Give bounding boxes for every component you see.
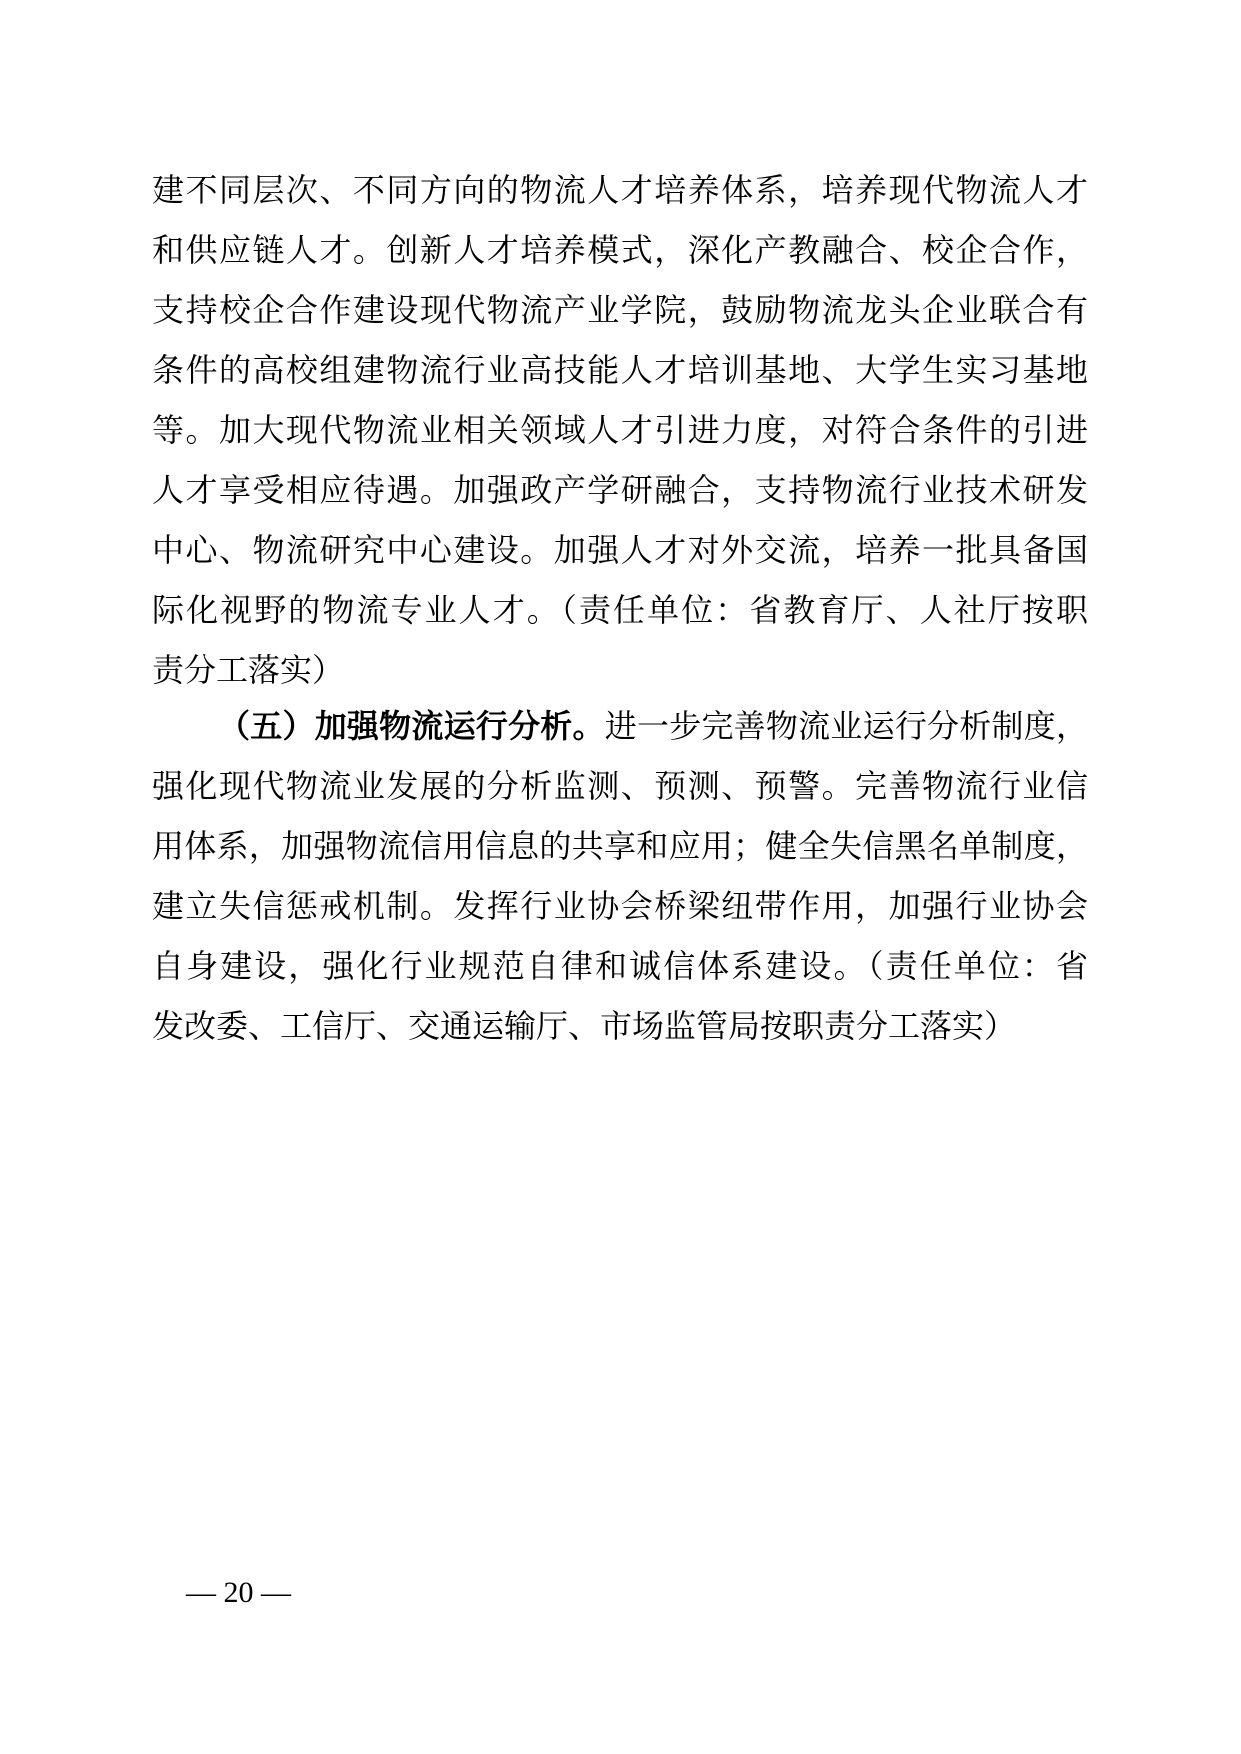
page-number: — 20 —: [186, 1576, 291, 1609]
paragraph-line: 人才享受相应待遇。加强政产学研融合，支持物流行业技术研发: [152, 471, 1088, 509]
heading-continuation: 进一步完善物流业运行分析制度，: [604, 707, 1088, 745]
paragraph-line: 等。加大现代物流业相关领域人才引进力度，对符合条件的引进: [152, 411, 1088, 449]
paragraph-line: 责分工落实）: [152, 651, 345, 689]
paragraph-line: 和供应链人才。创新人才培养模式，深化产教融合、校企合作，: [152, 231, 1088, 269]
paragraph-line: 发改委、工信厅、交通运输厅、市场监管局按职责分工落实）: [152, 1007, 1017, 1045]
paragraph-line: 建不同层次、不同方向的物流人才培养体系，培养现代物流人才: [152, 171, 1088, 209]
paragraph-line: 强化现代物流业发展的分析监测、预测、预警。完善物流行业信: [152, 767, 1088, 805]
paragraph-talent-training: [152, 160, 1088, 700]
paragraph-logistics-analysis: [152, 696, 1088, 1056]
paragraph-first-line: [152, 696, 1088, 756]
paragraph-line: 支持校企合作建设现代物流产业学院，鼓励物流龙头企业联合有: [152, 291, 1088, 329]
paragraph-line: 建立失信惩戒机制。发挥行业协会桥梁纽带作用，加强行业协会: [152, 887, 1088, 925]
paragraph-line: 自身建设，强化行业规范自律和诚信体系建设。（责任单位：省: [152, 947, 1088, 985]
paragraph-line: 条件的高校组建物流行业高技能人才培训基地、大学生实习基地: [152, 351, 1088, 389]
section-heading: （五）加强物流运行分析。: [218, 707, 605, 745]
paragraph-line: 中心、物流研究中心建设。加强人才对外交流，培养一批具备国: [152, 531, 1088, 569]
paragraph-line: 用体系，加强物流信用信息的共享和应用；健全失信黑名单制度，: [152, 827, 1088, 865]
paragraph-line: 际化视野的物流专业人才。（责任单位：省教育厅、人社厅按职: [152, 591, 1088, 629]
